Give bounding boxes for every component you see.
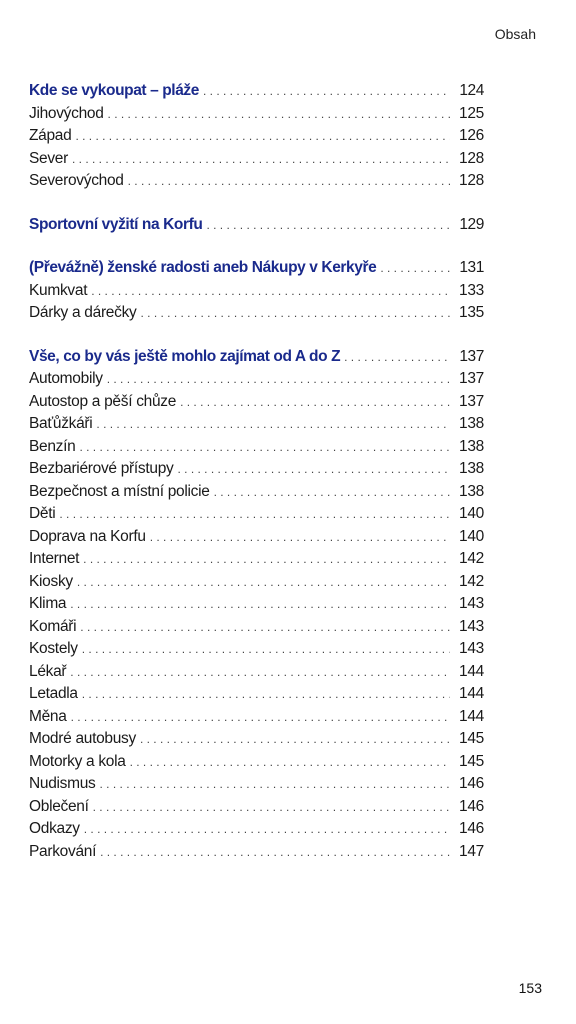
- toc-page-number: 135: [459, 304, 484, 321]
- toc-page-number: 128: [459, 149, 484, 167]
- toc-page-number: 144: [459, 707, 484, 725]
- toc-page-number: 145: [459, 730, 484, 747]
- table-of-contents: [29, 80, 484, 863]
- toc-page-number: 138: [459, 415, 484, 432]
- toc-entry-row: [29, 368, 484, 391]
- dot-leader: [107, 368, 450, 391]
- toc-entry-row: [29, 706, 484, 729]
- toc-entry-label: Motorky a kola: [29, 752, 126, 770]
- toc-entry-row: [29, 818, 484, 841]
- dot-leader: [108, 103, 450, 126]
- toc-entry-row: [29, 841, 484, 864]
- toc-page-number: 137: [459, 347, 484, 365]
- toc-page-number: 147: [459, 842, 484, 860]
- toc-entry-label: Bezbariérové přístupy: [29, 460, 174, 477]
- toc-page-number: 131: [459, 259, 484, 276]
- toc-entry-row: [29, 481, 484, 504]
- toc-page-number: 145: [459, 752, 484, 770]
- toc-entry-row: [29, 170, 484, 193]
- dot-leader: [100, 841, 450, 864]
- toc-page-number: 133: [459, 281, 484, 299]
- toc-heading-label: Vše, co by vás ještě mohlo zajímat od A do Z: [29, 347, 341, 365]
- toc-entry-row: [29, 125, 484, 148]
- toc-entry-label: Parkování: [29, 842, 97, 860]
- toc-page-number: 128: [459, 172, 484, 189]
- toc-entry-label: Západ: [29, 127, 72, 144]
- toc-entry-label: Baťůžkáři: [29, 415, 93, 432]
- dot-leader: [79, 436, 450, 459]
- toc-page-number: 129: [459, 215, 484, 233]
- dot-leader: [83, 548, 450, 571]
- toc-entry-row: [29, 728, 484, 751]
- dot-leader: [130, 751, 450, 774]
- toc-page-number: 146: [459, 775, 484, 792]
- dot-leader: [177, 458, 450, 481]
- toc-entry-label: Nudismus: [29, 775, 96, 792]
- dot-leader: [100, 773, 450, 796]
- toc-entry-label: Dárky a dárečky: [29, 304, 137, 321]
- dot-leader: [91, 280, 450, 303]
- toc-page-number: 125: [459, 104, 484, 122]
- toc-page-number: 142: [459, 550, 484, 567]
- toc-heading-label: Kde se vykoupat – pláže: [29, 82, 199, 99]
- toc-page-number: 124: [459, 82, 484, 99]
- toc-entry-label: Internet: [29, 550, 80, 567]
- dot-leader: [70, 661, 450, 684]
- toc-entry-label: Měna: [29, 707, 67, 725]
- toc-entry-row: [29, 413, 484, 436]
- dot-leader: [82, 638, 450, 661]
- toc-heading-label: Sportovní vyžití na Korfu: [29, 215, 203, 233]
- toc-entry-label: Jihovýchod: [29, 104, 104, 122]
- dot-leader: [72, 148, 450, 171]
- toc-entry-label: Klima: [29, 595, 67, 612]
- toc-entry-label: Benzín: [29, 437, 76, 455]
- dot-leader: [59, 503, 450, 526]
- toc-entry-row: [29, 503, 484, 526]
- toc-heading-row: [29, 257, 484, 280]
- dot-leader: [128, 170, 450, 193]
- toc-entry-row: [29, 773, 484, 796]
- toc-entry-row: [29, 571, 484, 594]
- toc-page-number: 144: [459, 685, 484, 702]
- toc-entry-label: Automobily: [29, 370, 103, 387]
- dot-leader: [380, 257, 450, 280]
- toc-entry-label: Oblečení: [29, 797, 89, 815]
- toc-entry-label: Komáři: [29, 617, 77, 635]
- toc-entry-label: Sever: [29, 149, 68, 167]
- toc-page-number: 143: [459, 640, 484, 657]
- toc-heading-row: [29, 346, 484, 369]
- toc-entry-row: [29, 391, 484, 414]
- toc-entry-row: [29, 661, 484, 684]
- toc-entry-label: Modré autobusy: [29, 730, 136, 747]
- toc-entry-row: [29, 302, 484, 325]
- toc-section: [29, 257, 484, 325]
- dot-leader: [82, 683, 450, 706]
- toc-entry-label: Odkazy: [29, 820, 80, 837]
- toc-entry-row: [29, 796, 484, 819]
- toc-heading-row: [29, 80, 484, 103]
- toc-entry-row: [29, 436, 484, 459]
- toc-entry-row: [29, 593, 484, 616]
- toc-entry-label: Doprava na Korfu: [29, 527, 146, 545]
- toc-page-number: 126: [459, 127, 484, 144]
- dot-leader: [71, 706, 450, 729]
- dot-leader: [80, 616, 450, 639]
- dot-leader: [214, 481, 450, 504]
- toc-entry-row: [29, 280, 484, 303]
- dot-leader: [70, 593, 450, 616]
- toc-entry-row: [29, 638, 484, 661]
- toc-page-number: 137: [459, 392, 484, 410]
- toc-section: [29, 80, 484, 193]
- toc-entry-label: Autostop a pěší chůze: [29, 392, 177, 410]
- toc-page-number: 138: [459, 460, 484, 477]
- toc-page-number: 142: [459, 572, 484, 590]
- toc-entry-row: [29, 103, 484, 126]
- toc-page-number: 138: [459, 437, 484, 455]
- toc-entry-label: Bezpečnost a místní policie: [29, 482, 210, 500]
- toc-heading-row: [29, 214, 484, 237]
- dot-leader: [84, 818, 450, 841]
- toc-entry-label: Letadla: [29, 685, 78, 702]
- dot-leader: [203, 80, 450, 103]
- toc-entry-row: [29, 548, 484, 571]
- dot-leader: [75, 125, 450, 148]
- toc-entry-label: Severovýchod: [29, 172, 124, 189]
- toc-page-number: 140: [459, 527, 484, 545]
- toc-entry-label: Kiosky: [29, 572, 73, 590]
- dot-leader: [180, 391, 450, 414]
- page-header-title: Obsah: [494, 26, 536, 42]
- toc-page-number: 144: [459, 662, 484, 680]
- toc-page-number: 146: [459, 797, 484, 815]
- dot-leader: [150, 526, 450, 549]
- dot-leader: [344, 346, 450, 369]
- toc-entry-row: [29, 458, 484, 481]
- dot-leader: [206, 214, 450, 237]
- page-number: 153: [518, 980, 542, 996]
- dot-leader: [77, 571, 450, 594]
- toc-section: [29, 346, 484, 864]
- dot-leader: [96, 413, 450, 436]
- toc-heading-label: (Převážně) ženské radosti aneb Nákupy v Kerkyře: [29, 259, 377, 276]
- toc-entry-row: [29, 751, 484, 774]
- toc-entry-row: [29, 616, 484, 639]
- toc-page-number: 138: [459, 482, 484, 500]
- toc-page-number: 140: [459, 505, 484, 522]
- toc-entry-row: [29, 148, 484, 171]
- toc-entry-row: [29, 526, 484, 549]
- toc-entry-label: Lékař: [29, 662, 67, 680]
- toc-entry-label: Děti: [29, 505, 56, 522]
- toc-page-number: 143: [459, 617, 484, 635]
- toc-page-number: 146: [459, 820, 484, 837]
- toc-section: [29, 214, 484, 237]
- dot-leader: [140, 728, 450, 751]
- dot-leader: [93, 796, 450, 819]
- toc-entry-row: [29, 683, 484, 706]
- toc-page-number: 143: [459, 595, 484, 612]
- toc-entry-label: Kumkvat: [29, 281, 88, 299]
- toc-page-number: 137: [459, 370, 484, 387]
- toc-entry-label: Kostely: [29, 640, 78, 657]
- dot-leader: [140, 302, 450, 325]
